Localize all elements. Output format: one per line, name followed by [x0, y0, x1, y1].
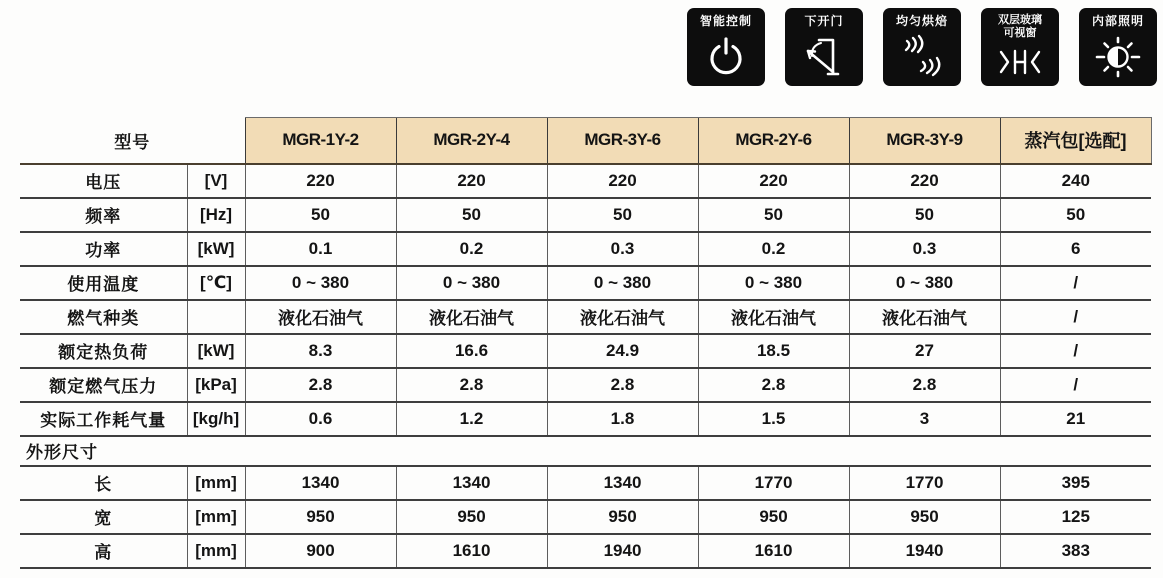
table-row-voltage: [20, 164, 1151, 198]
cell-value: 900: [245, 534, 396, 568]
cell-value: 220: [547, 164, 698, 198]
cell-value: 1770: [698, 466, 849, 500]
row-label: 额定燃气压力: [20, 368, 187, 402]
cell-value: 2.8: [396, 368, 547, 402]
table-row-actual-gas-consumption: [20, 402, 1151, 436]
door-down-icon: [785, 28, 863, 86]
cell-value: 1340: [396, 466, 547, 500]
row-label: 额定热负荷: [20, 334, 187, 368]
cell-value: 液化石油气: [849, 300, 1000, 334]
cell-value: 0 ~ 380: [245, 266, 396, 300]
table-row-rated-heat-load: [20, 334, 1151, 368]
row-label: 频率: [20, 198, 187, 232]
row-unit: [kW]: [187, 334, 245, 368]
row-label: 电压: [20, 164, 187, 198]
cell-value: 950: [547, 500, 698, 534]
model-row-label: 型号: [20, 118, 245, 164]
row-unit: [kW]: [187, 232, 245, 266]
cell-value: 27: [849, 334, 1000, 368]
row-label: 功率: [20, 232, 187, 266]
model-header: MGR-2Y-4: [396, 118, 547, 164]
cell-value: /: [1000, 368, 1151, 402]
cell-value: 1770: [849, 466, 1000, 500]
cell-value: 50: [1000, 198, 1151, 232]
model-header-row: [20, 118, 1151, 164]
cell-value: 1.2: [396, 402, 547, 436]
feature-badge-double-glass-window: [981, 8, 1059, 86]
cell-value: 液化石油气: [396, 300, 547, 334]
feature-icons-row: [687, 8, 1157, 88]
model-header: MGR-1Y-2: [245, 118, 396, 164]
row-label: 宽: [20, 500, 187, 534]
cell-value: /: [1000, 334, 1151, 368]
spec-table: [20, 117, 1152, 569]
cell-value: 2.8: [547, 368, 698, 402]
cell-value: 1940: [547, 534, 698, 568]
table-row-frequency: [20, 198, 1151, 232]
cell-value: 1.5: [698, 402, 849, 436]
feature-label: 内部照明: [1091, 14, 1144, 28]
cell-value: 液化石油气: [547, 300, 698, 334]
cell-value: 8.3: [245, 334, 396, 368]
cell-value: 50: [849, 198, 1000, 232]
heat-waves-icon: [883, 28, 961, 86]
row-label: 高: [20, 534, 187, 568]
cell-value: 950: [698, 500, 849, 534]
cell-value: 18.5: [698, 334, 849, 368]
table-row-rated-gas-pressure: [20, 368, 1151, 402]
feature-label: 智能控制: [699, 14, 752, 28]
cell-value: /: [1000, 300, 1151, 334]
row-label: 燃气种类: [20, 300, 187, 334]
row-unit: [kg/h]: [187, 402, 245, 436]
cell-value: 2.8: [245, 368, 396, 402]
cell-value: 1610: [698, 534, 849, 568]
cell-value: 950: [396, 500, 547, 534]
cell-value: 0.3: [547, 232, 698, 266]
feature-label: 双层玻璃: [998, 14, 1042, 26]
cell-value: 50: [396, 198, 547, 232]
cell-value: 6: [1000, 232, 1151, 266]
model-header: MGR-3Y-9: [849, 118, 1000, 164]
model-header-steam-option: 蒸汽包[选配]: [1000, 118, 1151, 164]
cell-value: 24.9: [547, 334, 698, 368]
cell-value: 0.2: [698, 232, 849, 266]
feature-badge-smart-control: [687, 8, 765, 86]
cell-value: 3: [849, 402, 1000, 436]
cell-value: 液化石油气: [698, 300, 849, 334]
cell-value: 2.8: [849, 368, 1000, 402]
cell-value: 2.8: [698, 368, 849, 402]
cell-value: 21: [1000, 402, 1151, 436]
row-label: 实际工作耗气量: [20, 402, 187, 436]
table-row-height: [20, 534, 1151, 568]
cell-value: 1610: [396, 534, 547, 568]
cell-value: 950: [849, 500, 1000, 534]
row-unit: [mm]: [187, 534, 245, 568]
row-unit: [mm]: [187, 500, 245, 534]
table-row-power: [20, 232, 1151, 266]
row-label: 使用温度: [20, 266, 187, 300]
row-unit: [kPa]: [187, 368, 245, 402]
cell-value: 220: [849, 164, 1000, 198]
cell-value: 220: [698, 164, 849, 198]
cell-value: 0 ~ 380: [396, 266, 547, 300]
cell-value: 395: [1000, 466, 1151, 500]
cell-value: 220: [396, 164, 547, 198]
cell-value: 0 ~ 380: [698, 266, 849, 300]
cell-value: 50: [245, 198, 396, 232]
table-row-width: [20, 500, 1151, 534]
row-unit: [V]: [187, 164, 245, 198]
feature-badge-down-opening-door: [785, 8, 863, 86]
cell-value: 16.6: [396, 334, 547, 368]
feature-label: 均匀烘焙: [895, 14, 948, 28]
table-row-operating-temperature: [20, 266, 1151, 300]
interior-light-icon: [1079, 28, 1157, 86]
cell-value: 50: [698, 198, 849, 232]
row-unit: [℃]: [187, 266, 245, 300]
row-unit: [187, 300, 245, 334]
table-row-gas-type: [20, 300, 1151, 334]
double-glass-icon: [981, 39, 1059, 86]
row-label: 长: [20, 466, 187, 500]
cell-value: 1340: [245, 466, 396, 500]
cell-value: 950: [245, 500, 396, 534]
cell-value: 240: [1000, 164, 1151, 198]
row-unit: [Hz]: [187, 198, 245, 232]
cell-value: 383: [1000, 534, 1151, 568]
feature-badge-even-baking: [883, 8, 961, 86]
cell-value: 220: [245, 164, 396, 198]
cell-value: 0 ~ 380: [547, 266, 698, 300]
cell-value: 0.1: [245, 232, 396, 266]
row-unit: [mm]: [187, 466, 245, 500]
power-icon: [687, 28, 765, 86]
cell-value: 1.8: [547, 402, 698, 436]
cell-value: 1340: [547, 466, 698, 500]
table-section-dimensions: [20, 436, 1151, 466]
model-header: MGR-3Y-6: [547, 118, 698, 164]
cell-value: 50: [547, 198, 698, 232]
feature-badge-interior-lighting: [1079, 8, 1157, 86]
cell-value: 0.3: [849, 232, 1000, 266]
cell-value: 1940: [849, 534, 1000, 568]
cell-value: /: [1000, 266, 1151, 300]
cell-value: 0.2: [396, 232, 547, 266]
feature-label: 下开门: [804, 14, 844, 28]
feature-label-line2: 可视窗: [1003, 26, 1037, 39]
model-header: MGR-2Y-6: [698, 118, 849, 164]
cell-value: 液化石油气: [245, 300, 396, 334]
cell-value: 125: [1000, 500, 1151, 534]
table-row-length: [20, 466, 1151, 500]
cell-value: 0 ~ 380: [849, 266, 1000, 300]
section-label: 外形尺寸: [20, 436, 1151, 466]
cell-value: 0.6: [245, 402, 396, 436]
